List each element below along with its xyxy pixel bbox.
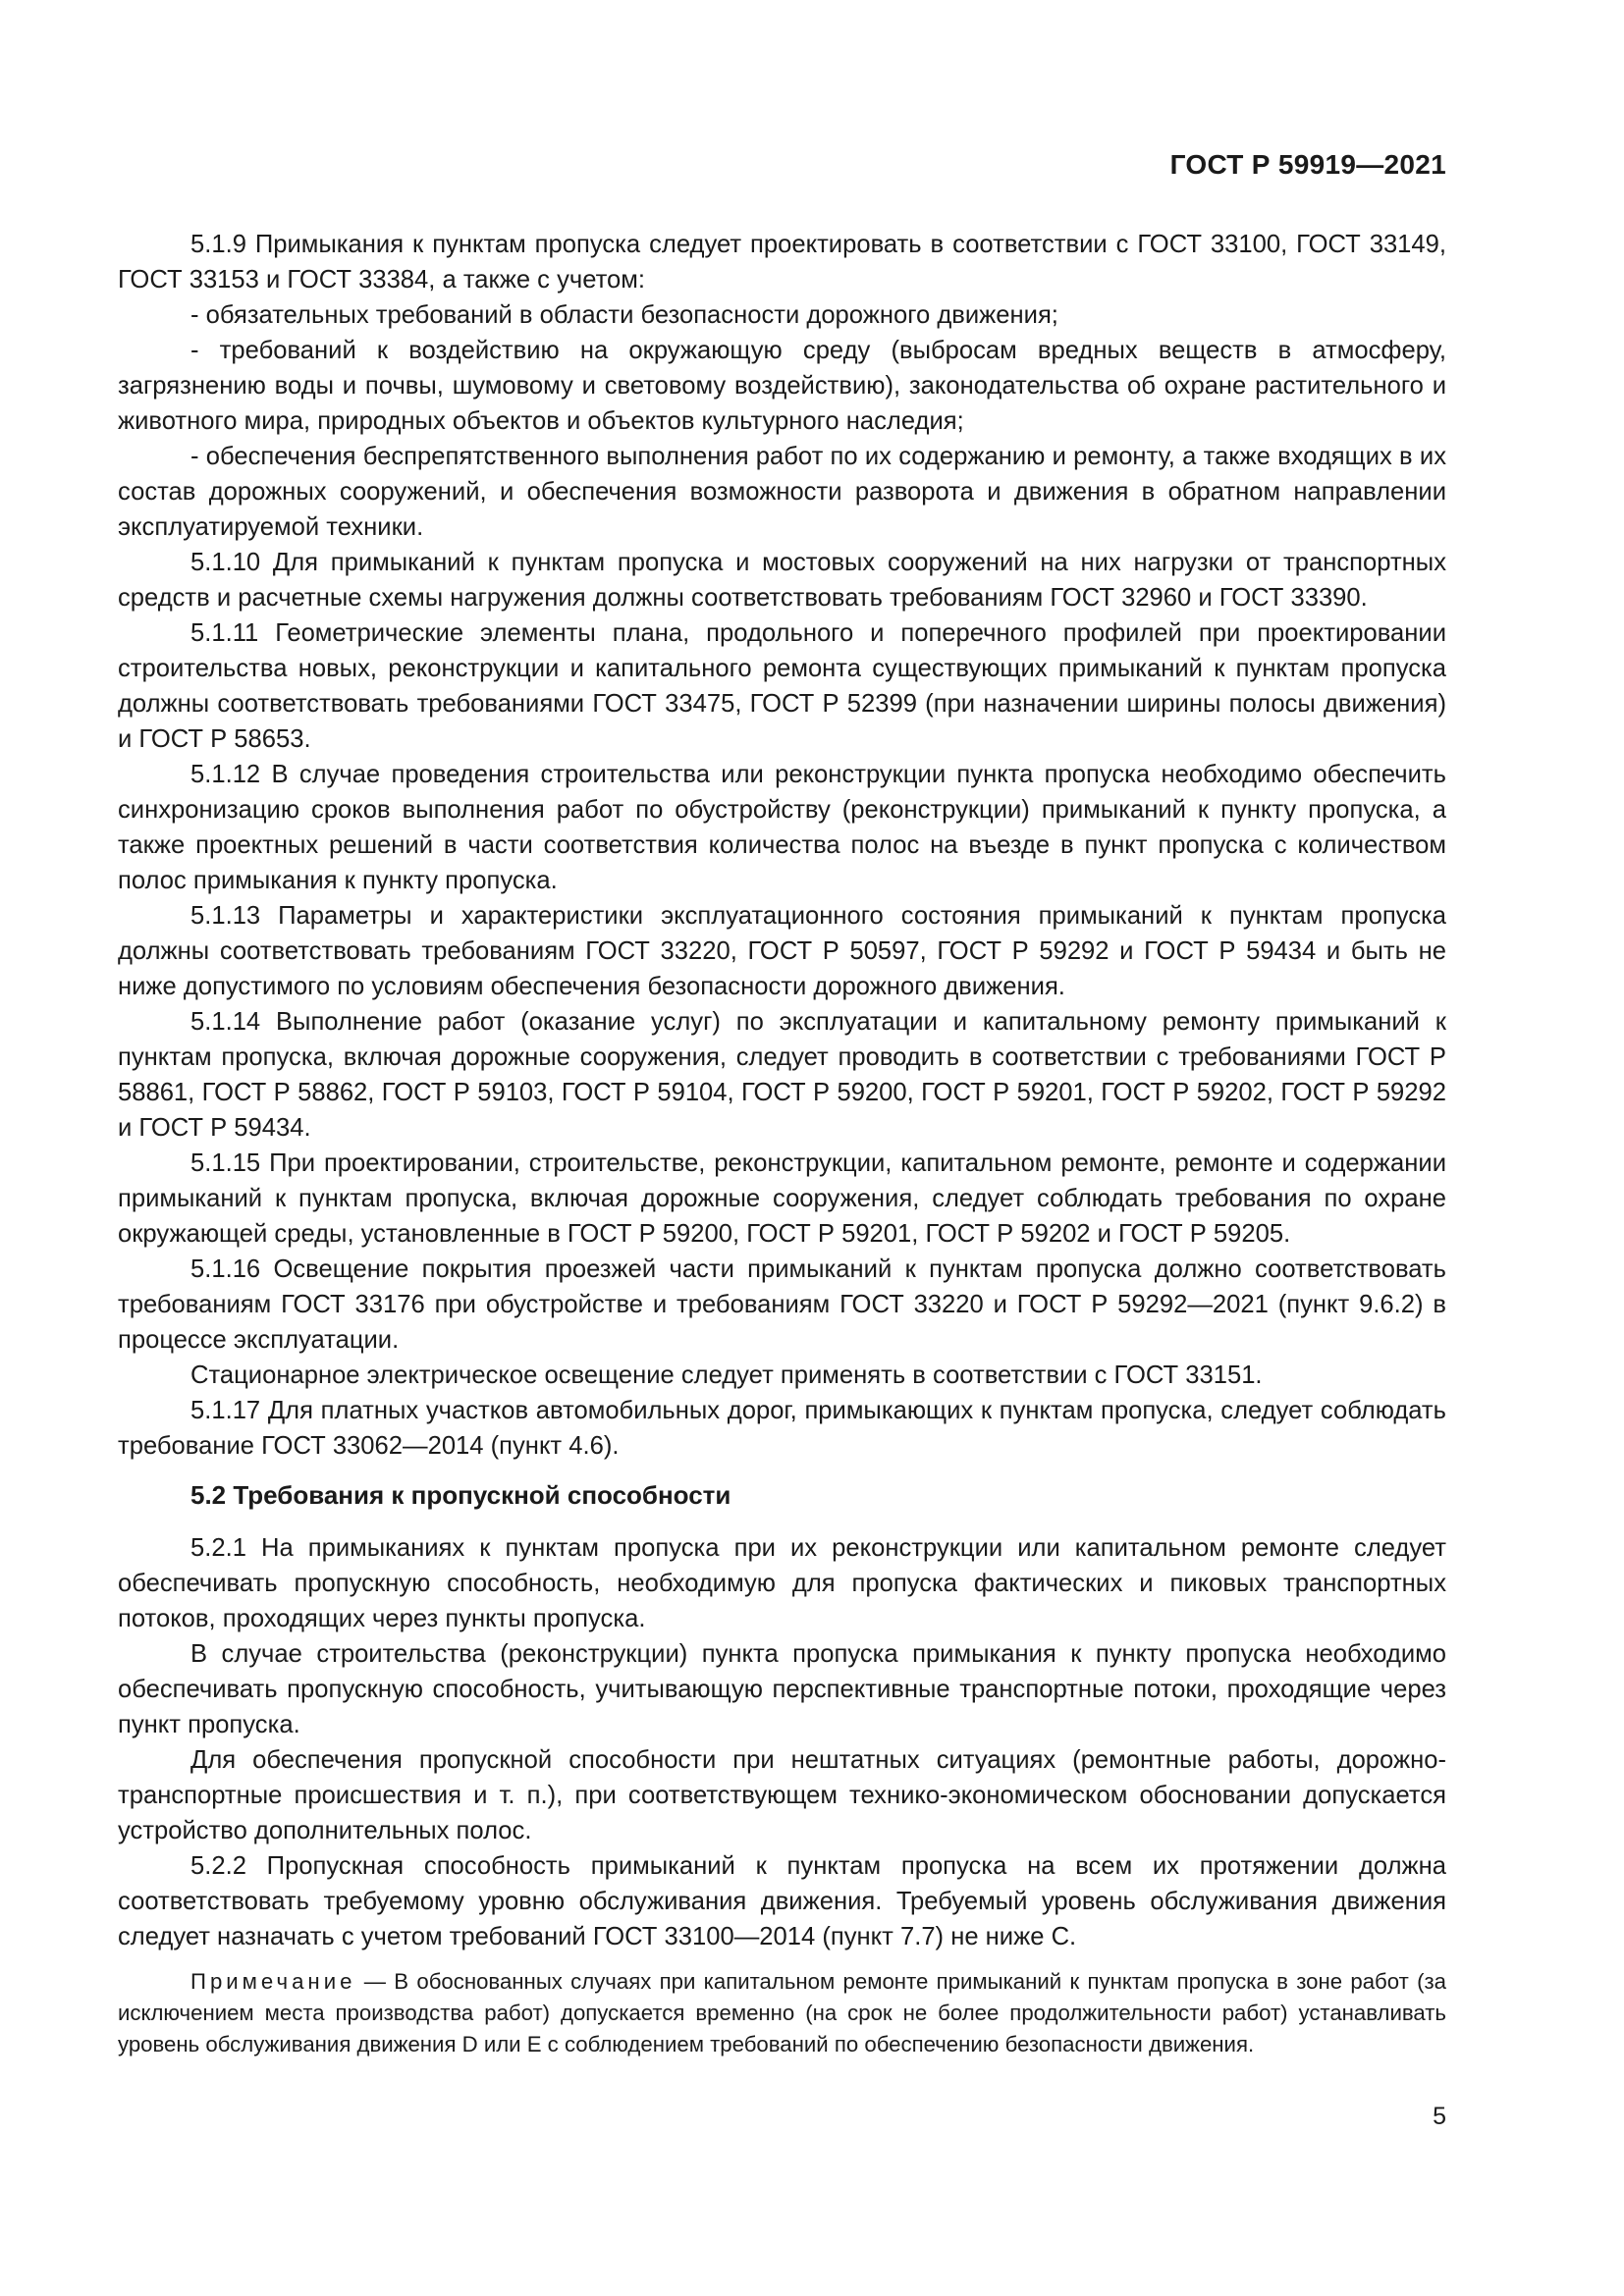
paragraph-5-2-2: 5.2.2 Пропускная способность примыканий к пунктам пропуска на всем их протяжении должна соответствовать требуемому уровню обслуживания движения. Требуемый уровень обслуживания движения следует назначать с учетом требований ГОСТ 33100—2014 (пункт 7.7) не ниже С.: [118, 1852, 1446, 1950]
page-number: 5: [1433, 2103, 1446, 2130]
paragraph-5-1-17: 5.1.17 Для платных участков автомобильных дорог, примыкающих к пунктам пропуска, следует соблюдать требование ГОСТ 33062—2014 (пункт 4.6).: [118, 1397, 1446, 1460]
paragraph-5-1-14: 5.1.14 Выполнение работ (оказание услуг) по эксплуатации и капитальному ремонту примыканий к пунктам пропуска, включая дорожные сооружения, следует проводить в соответствии с требованиями ГОСТ Р 58861, ГОСТ Р 58862, ГОСТ Р 59103, ГОСТ Р 59104, ГОСТ Р 59200, ГОСТ Р 59201, ГОСТ Р 59202, ГОСТ Р 59292 и ГОСТ Р 59434.: [118, 1008, 1446, 1142]
section-heading-5-2: 5.2 Требования к пропускной способности: [190, 1480, 731, 1510]
paragraph-5-1-16: 5.1.16 Освещение покрытия проезжей части примыканий к пунктам пропуска должно соответствовать требованиям ГОСТ 33176 при обустройстве и требованиям ГОСТ 33220 и ГОСТ Р 59292—2021 (пункт 9.6.2) в процессе эксплуатации.: [118, 1255, 1446, 1354]
paragraph-5-2-1: 5.2.1 На примыканиях к пунктам пропуска при их реконструкции или капитальном ремонте следует обеспечивать пропускную способность, необходимую для пропуска фактических и пиковых транспортных потоков, проходящих через пункты пропуска.: [118, 1534, 1446, 1632]
paragraph-5-1-15: 5.1.15 При проектировании, строительстве, реконструкции, капитальном ремонте, ремонте и содержании примыканий к пунктам пропуска, включая дорожные сооружения, следует соблюдать требования по охране окружающей среды, установленные в ГОСТ Р 59200, ГОСТ Р 59201, ГОСТ Р 59202 и ГОСТ Р 59205.: [118, 1149, 1446, 1248]
note-text: — В обоснованных случаях при капитальном ремонте примыканий к пунктам пропуска в зоне работ (за исключением места производства работ) допускается временно (на срок не более продолжительности работ) устанавливать уровень обслуживания движения D или E с соблюдением требований по обеспечению безопасности движения.: [118, 1969, 1446, 2056]
list-item-environment: - требований к воздействию на окружающую среду (выбросам вредных веществ в атмосферу, загрязнению воды и почвы, шумовому и световому воздействию), законодательства об охране растительного и животного мира, природных объектов и объектов культурного наследия;: [118, 337, 1446, 435]
paragraph-5-1-9: 5.1.9 Примыкания к пунктам пропуска следует проектировать в соответствии с ГОСТ 33100, ГОСТ 33149, ГОСТ 33153 и ГОСТ 33384, а также с учетом:: [118, 231, 1446, 294]
document-body: [118, 227, 1446, 2060]
list-item-safety: - обязательных требований в области безопасности дорожного движения;: [190, 301, 1058, 329]
paragraph-emergency: Для обеспечения пропускной способности при нештатных ситуациях (ремонтные работы, дорожно-транспортные происшествия и т. п.), при соответствующем технико-экономическом обосновании допускается устройство дополнительных полос.: [118, 1746, 1446, 1844]
paragraph-5-1-10: 5.1.10 Для примыканий к пунктам пропуска и мостовых сооружений на них нагрузки от транспортных средств и расчетные схемы нагружения должны соответствовать требованиям ГОСТ 32960 и ГОСТ 33390.: [118, 549, 1446, 612]
list-item-maintenance: - обеспечения беспрепятственного выполнения работ по их содержанию и ремонту, а также входящих в их состав дорожных сооружений, и обеспечения возможности разворота и движения в обратном направлении эксплуатируемой техники.: [118, 443, 1446, 541]
paragraph-lighting: Стационарное электрическое освещение следует применять в соответствии с ГОСТ 33151.: [190, 1362, 1263, 1389]
note-label: Примечание: [190, 1969, 356, 1994]
note: [118, 1966, 1446, 2060]
paragraph-construction: В случае строительства (реконструкции) пункта пропуска примыкания к пункту пропуска необходимо обеспечивать пропускную способность, учитывающую перспективные транспортные потоки, проходящие через пункт пропуска.: [118, 1640, 1446, 1738]
paragraph-5-1-13: 5.1.13 Параметры и характеристики эксплуатационного состояния примыканий к пунктам пропуска должны соответствовать требованиям ГОСТ 33220, ГОСТ Р 50597, ГОСТ Р 59292 и ГОСТ Р 59434 и быть не ниже допустимого по условиям обеспечения безопасности дорожного движения.: [118, 902, 1446, 1000]
paragraph-5-1-12: 5.1.12 В случае проведения строительства или реконструкции пункта пропуска необходимо обеспечить синхронизацию сроков выполнения работ по обустройству (реконструкции) примыканий к пункту пропуска, а также проектных решений в части соответствия количества полос на въезде в пункт пропуска с количеством полос примыкания к пункту пропуска.: [118, 761, 1446, 894]
document-code: ГОСТ Р 59919—2021: [1169, 149, 1446, 180]
paragraph-5-1-11: 5.1.11 Геометрические элементы плана, продольного и поперечного профилей при проектировании строительства новых, реконструкции и капитального ремонта существующих примыканий к пунктам пропуска должны соответствовать требованиями ГОСТ 33475, ГОСТ Р 52399 (при назначении ширины полосы движения) и ГОСТ Р 58653.: [118, 619, 1446, 753]
